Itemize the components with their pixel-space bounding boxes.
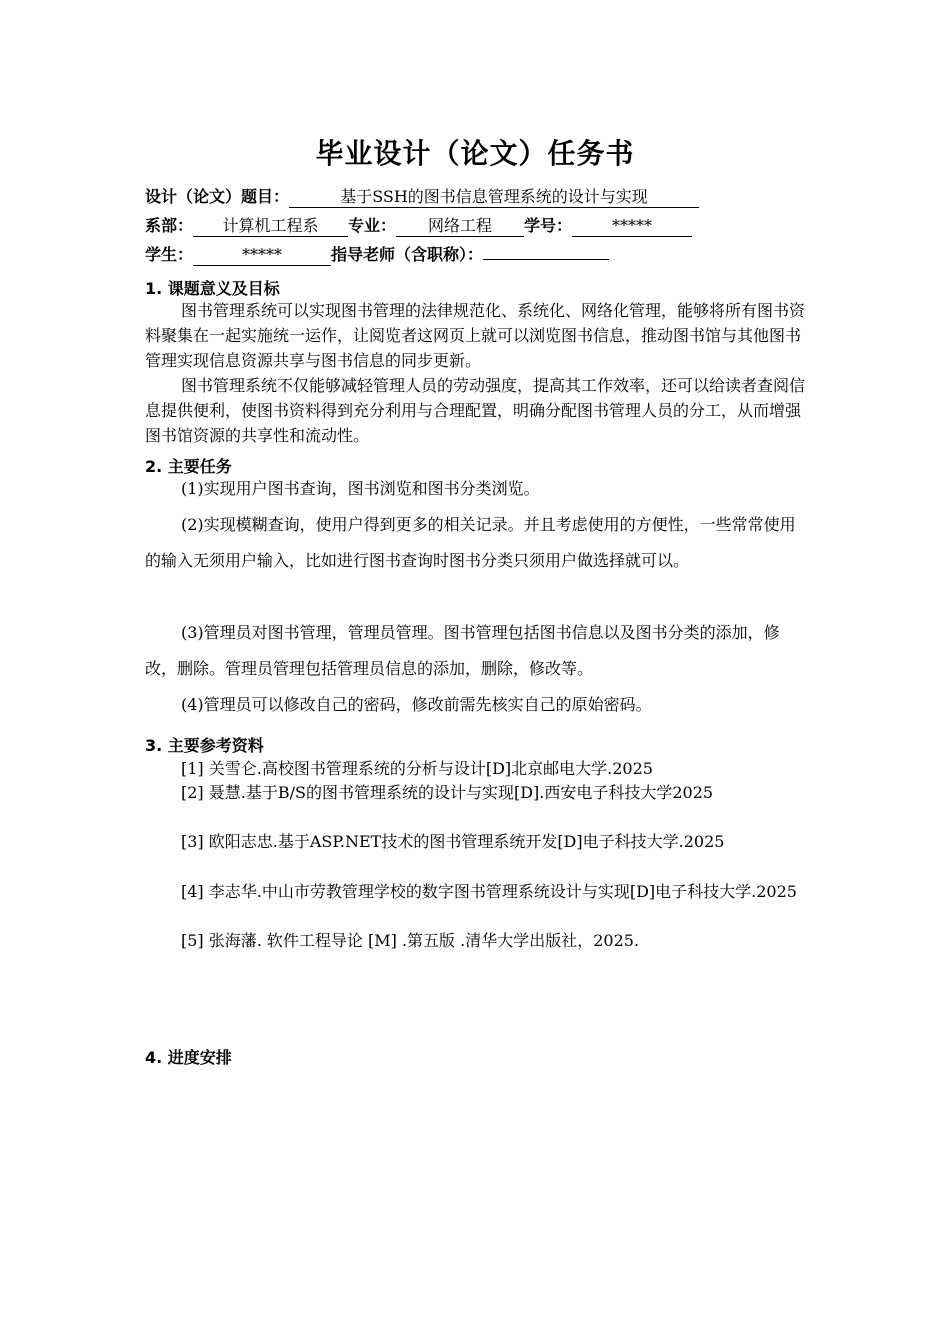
reference-item: [3] 欧阳志忠.基于ASP.NET技术的图书管理系统开发[D]电子科技大学.2025 xyxy=(181,832,725,851)
section-1-heading: 1. 课题意义及目标 xyxy=(145,279,280,298)
task-item: (3)管理员对图书管理，管理员管理。图书管理包括图书信息以及图书分类的添加，修改，删除。管理员管理包括管理员信息的添加，删除，修改等。 xyxy=(145,623,780,678)
advisor-label: 指导老师（含职称）： xyxy=(331,245,484,264)
student-label: 学生： xyxy=(145,245,194,264)
task-item: (1)实现用户图书查询，图书浏览和图书分类浏览。 xyxy=(181,479,540,498)
reference-item: [4] 李志华.中山市劳教管理学校的数字图书管理系统设计与实现[D]电子科技大学.2025 xyxy=(181,882,797,901)
reference-item: [1] 关雪仑.高校图书管理系统的分析与设计[D]北京邮电大学.2025 xyxy=(181,759,653,778)
topic-label: 设计（论文）题目： xyxy=(145,187,290,206)
dept-row xyxy=(145,215,692,237)
student-row xyxy=(145,244,609,266)
section-2-heading: 2. 主要任务 xyxy=(145,457,232,476)
section-4-heading: 4. 进度安排 xyxy=(145,1048,232,1067)
major-value: 网络工程 xyxy=(396,216,524,237)
advisor-value xyxy=(483,259,609,260)
id-label: 学号： xyxy=(524,216,573,235)
id-value: ***** xyxy=(572,216,692,237)
section-1-paragraph: 图书管理系统不仅能够减轻管理人员的劳动强度，提高其工作效率，还可以给读者查阅信息提供便利，使图书资料得到充分利用与合理配置，明确分配图书管理人员的分工，从而增强图书馆资源的共享性和流动性。 xyxy=(145,376,806,445)
dept-label: 系部： xyxy=(145,216,194,235)
reference-item: [5] 张海藩. 软件工程导论 [M] .第五版 .清华大学出版社，2025. xyxy=(181,931,640,950)
student-value: ***** xyxy=(193,245,331,266)
section-1-paragraph: 图书管理系统可以实现图书管理的法律规范化、系统化、网络化管理，能够将所有图书资料聚集在一起实施统一运作，让阅览者这网页上就可以浏览图书信息，推动图书馆与其他图书管理实现信息资源共享与图书信息的同步更新。 xyxy=(145,301,806,370)
reference-item: [2] 聂慧.基于B/S的图书管理系统的设计与实现[D].西安电子科技大学2025 xyxy=(181,783,714,802)
topic-value: 基于SSH的图书信息管理系统的设计与实现 xyxy=(289,187,699,208)
dept-value: 计算机工程系 xyxy=(193,216,348,237)
major-label: 专业： xyxy=(348,216,397,235)
section-3-heading: 3. 主要参考资料 xyxy=(145,736,264,755)
task-item: (4)管理员可以修改自己的密码，修改前需先核实自己的原始密码。 xyxy=(181,695,652,714)
topic-row xyxy=(145,186,699,208)
task-item: (2)实现模糊查询，使用户得到更多的相关记录。并且考虑使用的方便性，一些常常使用的输入无须用户输入，比如进行图书查询时图书分类只须用户做选择就可以。 xyxy=(145,515,796,570)
page-title: 毕业设计（论文）任务书 xyxy=(315,137,635,170)
